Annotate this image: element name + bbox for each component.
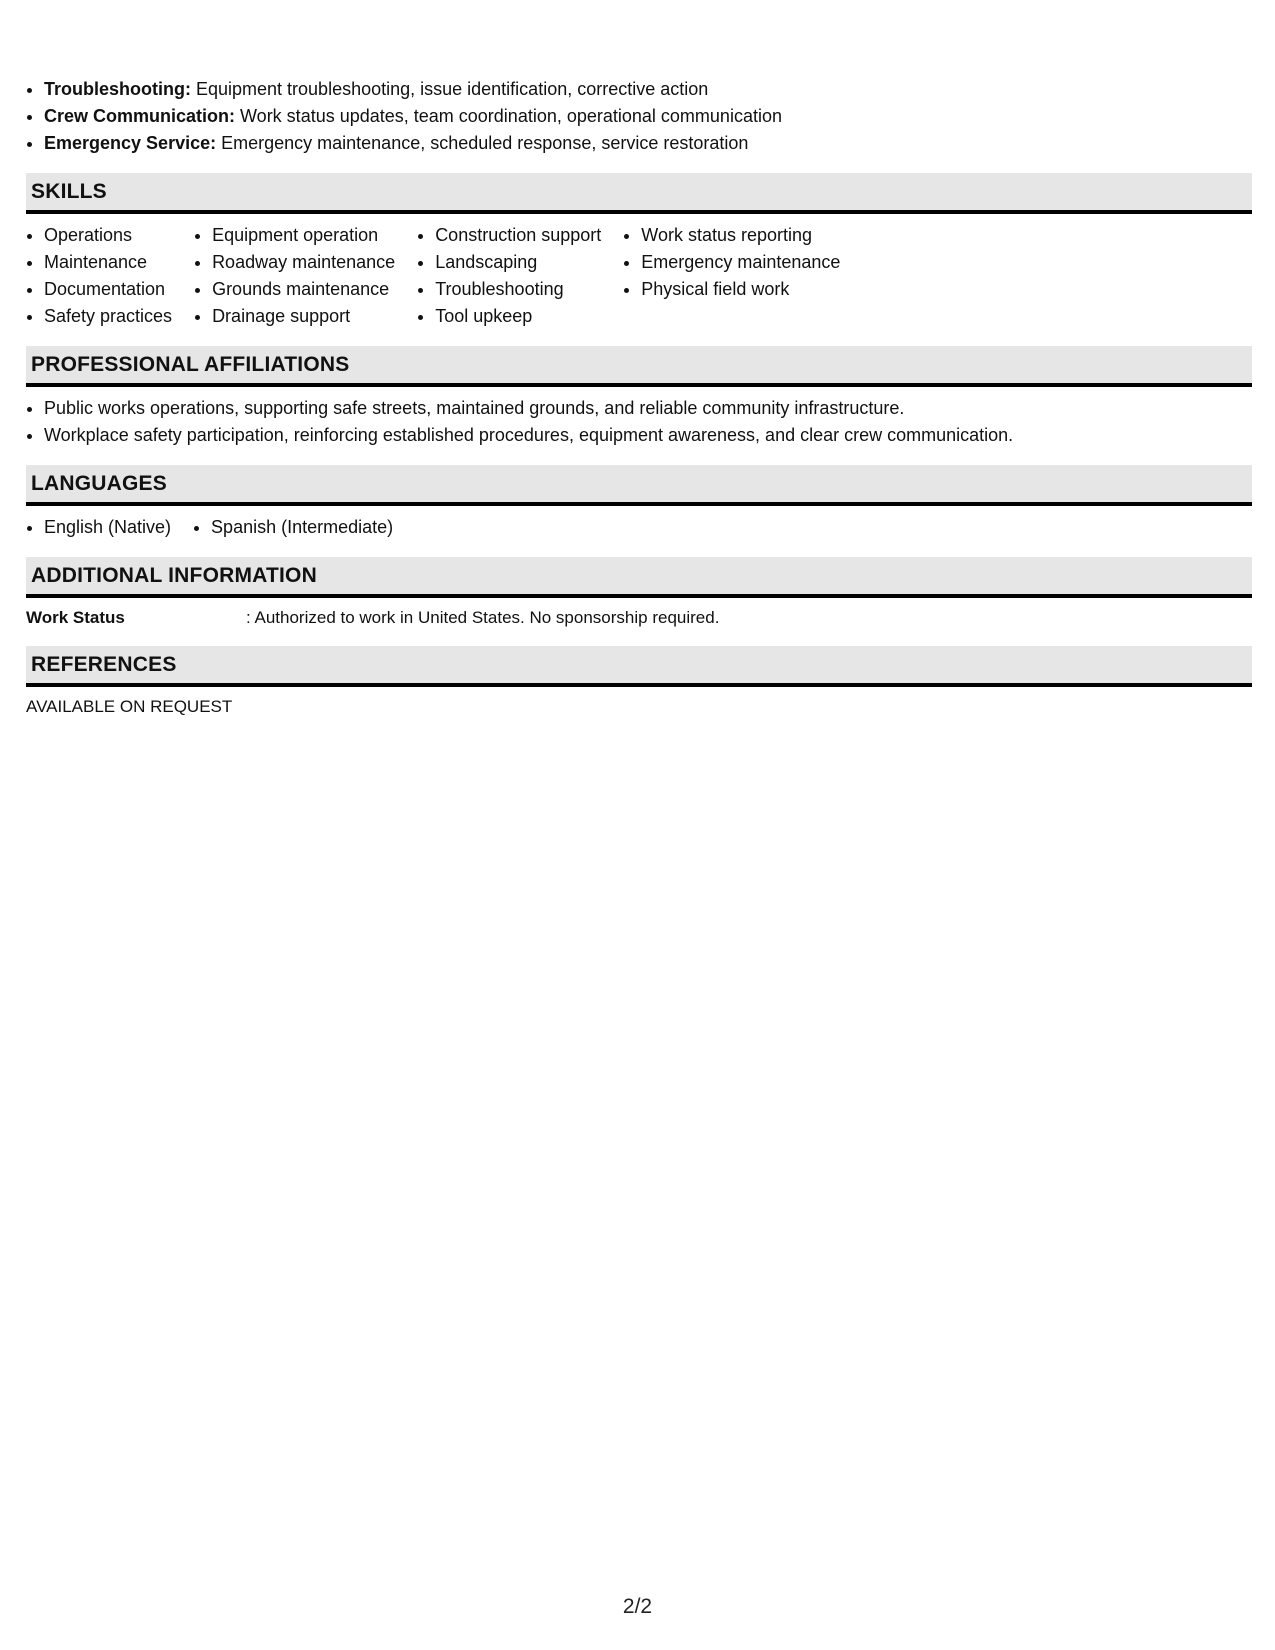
section-title: REFERENCES: [31, 653, 177, 676]
list-item: • Work status reporting: [641, 222, 840, 249]
work-status-label: Work Status: [26, 608, 125, 627]
list-item: • Operations: [44, 222, 172, 249]
list-item: • Troubleshooting: [435, 276, 601, 303]
list-item: • Equipment operation: [212, 222, 395, 249]
highlight-title: Emergency Service:: [44, 133, 217, 153]
section-header-languages: [26, 465, 1252, 506]
section-title: LANGUAGES: [31, 472, 167, 495]
skills-column: [26, 222, 172, 330]
skills-column: [623, 222, 840, 330]
list-item: • Roadway maintenance: [212, 249, 395, 276]
list-item: • Emergency maintenance: [641, 249, 840, 276]
section-title: PROFESSIONAL AFFILIATIONS: [31, 353, 350, 376]
work-status-value: : Authorized to work in United States. No sponsorship required.: [246, 608, 720, 627]
highlights-list: [26, 76, 1252, 157]
list-item: • Public works operations, supporting safe streets, maintained grounds, and reliable community infrastructure.: [44, 395, 1252, 422]
list-item: • Maintenance: [44, 249, 172, 276]
section-header-additional-information: [26, 557, 1252, 598]
highlight-title: Crew Communication:: [44, 106, 236, 126]
list-item: • Documentation: [44, 276, 172, 303]
list-item: • Safety practices: [44, 303, 172, 330]
list-item: [44, 76, 1252, 103]
highlight-text: Emergency maintenance, scheduled response, service restoration: [216, 133, 749, 153]
references-text: AVAILABLE ON REQUEST: [26, 697, 233, 716]
section-title: ADDITIONAL INFORMATION: [31, 564, 317, 587]
list-item: • Drainage support: [212, 303, 395, 330]
section-header-skills: [26, 173, 1252, 214]
list-item: • Grounds maintenance: [212, 276, 395, 303]
languages-column: [193, 514, 393, 541]
highlight-title: Troubleshooting:: [44, 79, 191, 99]
page-number: 2/2: [622, 1595, 653, 1618]
list-item: • English (Native): [44, 514, 171, 541]
highlight-text: Work status updates, team coordination, operational communication: [235, 106, 782, 126]
list-item: • Workplace safety participation, reinforcing established procedures, equipment awareness, and clear crew communication.: [44, 422, 1252, 449]
languages-list: [26, 514, 1252, 541]
list-item: [44, 130, 1252, 157]
highlight-text: Equipment troubleshooting, issue identification, corrective action: [190, 79, 709, 99]
section-header-affiliations: [26, 346, 1252, 387]
list-item: • Construction support: [435, 222, 601, 249]
skills-grid: [26, 222, 1252, 330]
section-header-references: [26, 646, 1252, 687]
list-item: • Physical field work: [641, 276, 840, 303]
resume-page: [26, 76, 1252, 719]
skills-column: [194, 222, 395, 330]
section-title: SKILLS: [31, 180, 107, 203]
languages-column: [26, 514, 171, 541]
work-status-row: [26, 606, 1252, 630]
list-item: • Spanish (Intermediate): [211, 514, 393, 541]
list-item: • Landscaping: [435, 249, 601, 276]
list-item: • Tool upkeep: [435, 303, 601, 330]
skills-column: [417, 222, 601, 330]
list-item: [44, 103, 1252, 130]
affiliations-list: [26, 395, 1252, 449]
